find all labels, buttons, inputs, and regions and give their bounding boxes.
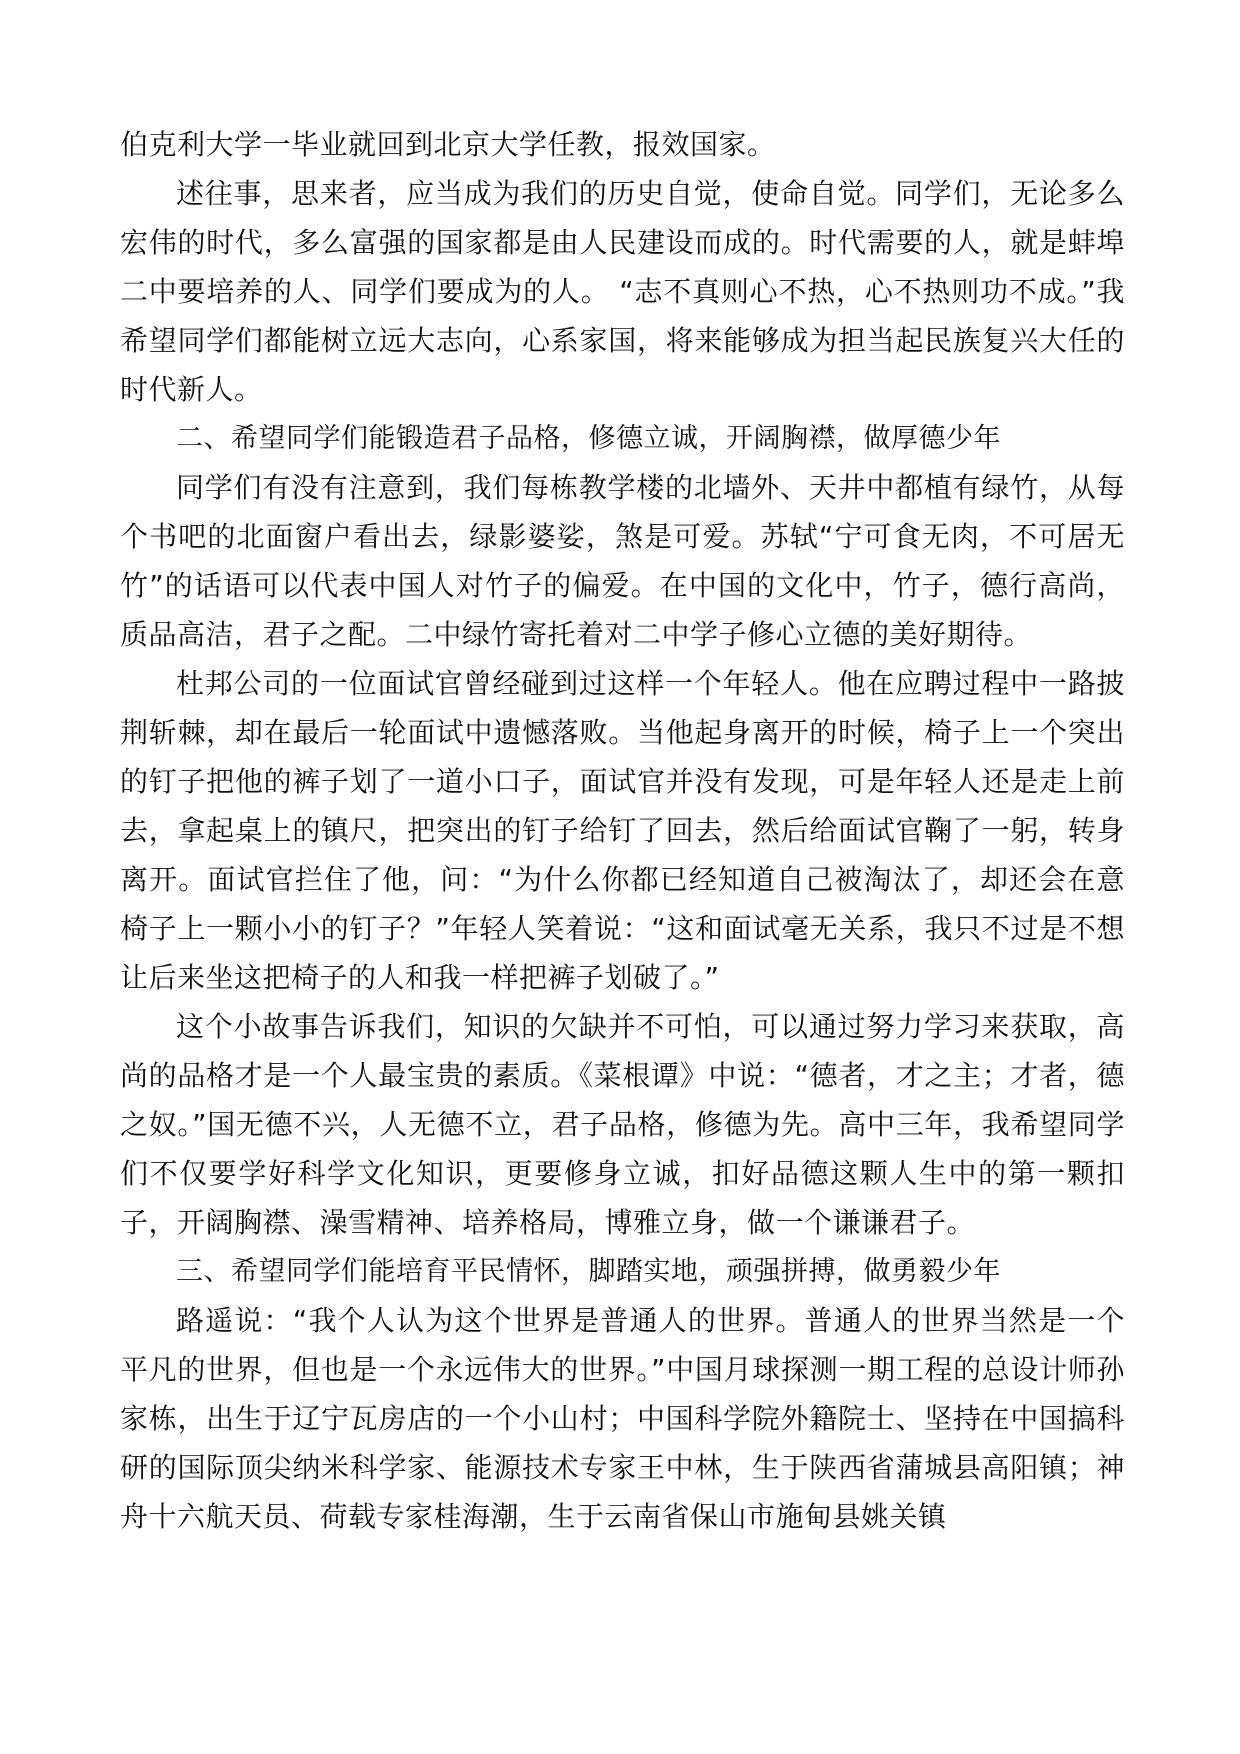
section-heading-two: 二、希望同学们能锻造君子品格，修德立诚，开阔胸襟，做厚德少年 bbox=[176, 423, 1001, 454]
paragraph-ordinary-world: 路遥说：“我个人认为这个世界是普通人的世界。普通人的世界当然是一个平凡的世界，但也是一个永远伟大的世界。”中国月球探测一期工程的总设计师孙家栋，出生于辽宁瓦房店的一个小山村；中国科学院外籍院士、坚持在中国搞科研的国际顶尖纳米科学家、能源技术专家王中林，生于陕西省蒲城县高阳镇；神舟十六航天员、荷载专家桂海潮，生于云南省保山市施甸县姚关镇 bbox=[120, 1304, 1125, 1533]
section-heading-three: 三、希望同学们能培育平民情怀，脚踏实地，顽强拼搏，做勇毅少年 bbox=[176, 1256, 1001, 1287]
paragraph-continuation: 伯克利大学一毕业就回到北京大学任教，报效国家。 bbox=[120, 128, 776, 161]
paragraph-virtue-lesson: 这个小故事告诉我们，知识的欠缺并不可怕，可以通过努力学习来获取，高尚的品格才是一个人最宝贵的素质。《菜根谭》中说：“德者，才之主；才者，德之奴。”国无德不兴，人无德不立，君子品格，修德为先。高中三年，我希望同学们不仅要学好科学文化知识，更要修身立诚，扣好品德这颗人生中的第一颗扣子，开阔胸襟、澡雪精神、培养格局，博雅立身，做一个谦谦君子。 bbox=[120, 1010, 1125, 1239]
document-body bbox=[120, 120, 1125, 1541]
paragraph-dupont-story: 杜邦公司的一位面试官曾经碰到过这样一个年轻人。他在应聘过程中一路披荆斩棘，却在最后一轮面试中遗憾落败。当他起身离开的时候，椅子上一个突出的钉子把他的裤子划了一道小口子，面试官并没有发现，可是年轻人还是走上前去，拿起桌上的镇尺，把突出的钉子给钉了回去，然后给面试官鞠了一躬，转身离开。面试官拦住了他，问：“为什么你都已经知道自己被淘汰了，却还会在意椅子上一颗小小的钉子？”年轻人笑着说：“这和面试毫无关系，我只不过是不想让后来坐这把椅子的人和我一样把裤子划破了。” bbox=[120, 667, 1125, 994]
paragraph-bamboo: 同学们有没有注意到，我们每栋教学楼的北墙外、天井中都植有绿竹，从每个书吧的北面窗户看出去，绿影婆娑，煞是可爱。苏轼“宁可食无肉，不可居无竹”的话语可以代表中国人对竹子的偏爱。在中国的文化中，竹子，德行高尚，质品高洁，君子之配。二中绿竹寄托着对二中学子修心立德的美好期待。 bbox=[120, 471, 1125, 651]
paragraph-history-awareness: 述往事，思来者，应当成为我们的历史自觉，使命自觉。同学们，无论多么宏伟的时代，多么富强的国家都是由人民建设而成的。时代需要的人，就是蚌埠二中要培养的人、同学们要成为的人。 “志不真则心不热，心不热则功不成。”我希望同学们都能树立远大志向，心系家国，将来能够成为担当起民族复兴大任的时代新人。 bbox=[120, 177, 1125, 406]
